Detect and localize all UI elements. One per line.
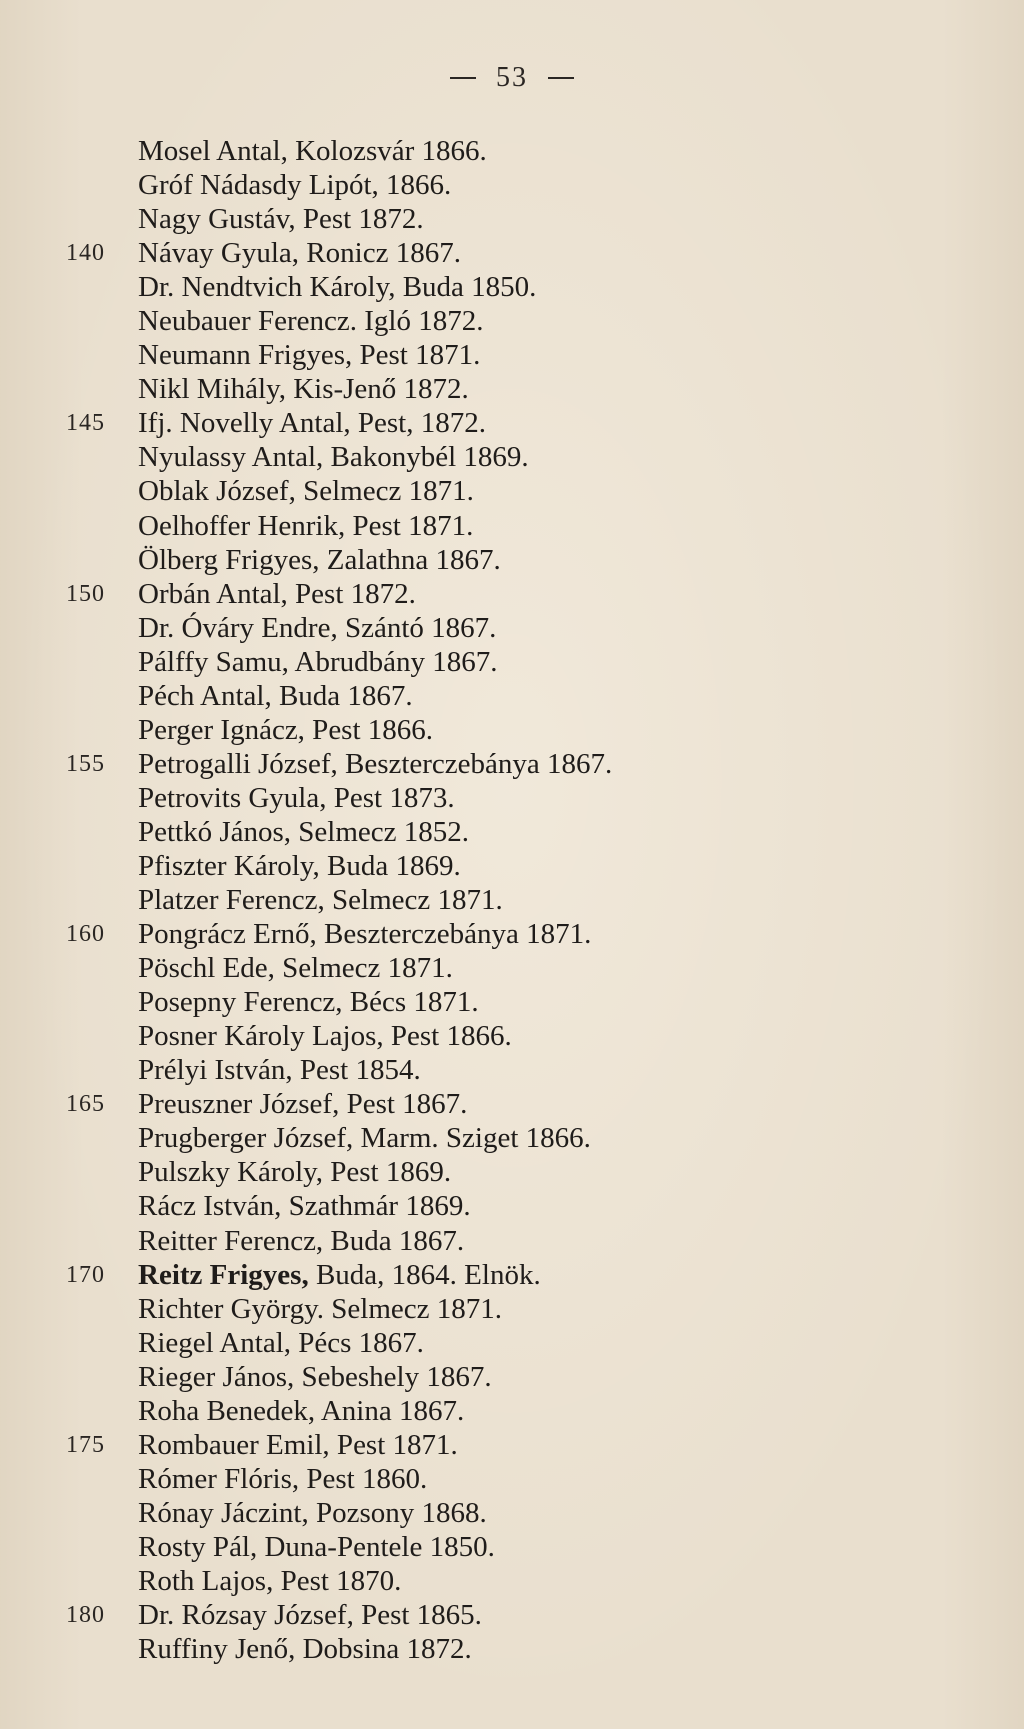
list-item [0, 815, 1024, 849]
line-number: 160 [66, 921, 105, 948]
entry-text [138, 1360, 492, 1394]
entry-text [138, 543, 501, 577]
entry-text [138, 1155, 451, 1189]
list-item [0, 747, 1024, 781]
entry-details: Platzer Ferencz, Selmecz 1871. [138, 884, 503, 917]
entry-details: Dr. Rózsay József, Pest 1865. [138, 1599, 482, 1632]
left-dash [450, 77, 476, 79]
entry-text [138, 1121, 591, 1155]
list-item [0, 1224, 1024, 1258]
list-item [0, 236, 1024, 270]
list-item [0, 304, 1024, 338]
entry-text [138, 1530, 495, 1564]
list-item [0, 270, 1024, 304]
line-number: 170 [66, 1261, 105, 1288]
list-item [0, 372, 1024, 406]
entry-text [138, 474, 474, 508]
list-item [0, 406, 1024, 440]
entry-text [138, 1053, 421, 1087]
entry-details: Richter György. Selmecz 1871. [138, 1292, 503, 1325]
entry-details: Ölberg Frigyes, Zalathna 1867. [138, 543, 501, 576]
entry-text [138, 1428, 458, 1462]
list-item [0, 781, 1024, 815]
entry-details: Oblak József, Selmecz 1871. [138, 475, 474, 508]
list-item [0, 440, 1024, 474]
entry-text [138, 1087, 467, 1121]
list-item [0, 883, 1024, 917]
line-number: 140 [66, 240, 105, 267]
list-item [0, 1326, 1024, 1360]
entry-details: Prélyi István, Pest 1854. [138, 1054, 421, 1087]
entry-details: Roth Lajos, Pest 1870. [138, 1564, 402, 1597]
entry-details: Petrogalli József, Beszterczebánya 1867. [138, 747, 613, 780]
entry-text [138, 1564, 401, 1598]
entry-text [138, 134, 487, 168]
list-item [0, 1258, 1024, 1292]
list-item [0, 951, 1024, 985]
entry-text [138, 985, 479, 1019]
list-item [0, 1189, 1024, 1223]
entry-details: Ruffiny Jenő, Dobsina 1872. [138, 1633, 472, 1666]
entry-text [138, 509, 473, 543]
entry-text [138, 338, 480, 372]
list-item [0, 1087, 1024, 1121]
entry-text [138, 815, 469, 849]
entry-text [138, 713, 433, 747]
entry-details: Péch Antal, Buda 1867. [138, 679, 413, 712]
line-number: 155 [66, 750, 105, 777]
entry-details: Nikl Mihály, Kis-Jenő 1872. [138, 373, 469, 406]
entry-details: Neumann Frigyes, Pest 1871. [138, 339, 481, 372]
entry-details: Ifj. Novelly Antal, Pest, 1872. [138, 407, 486, 440]
page-number: 53 [496, 62, 528, 93]
list-item [0, 1632, 1024, 1666]
list-item [0, 577, 1024, 611]
entry-details: Posepny Ferencz, Bécs 1871. [138, 986, 479, 1019]
entry-text [138, 236, 461, 270]
list-item [0, 202, 1024, 236]
entry-details: Nagy Gustáv, Pest 1872. [138, 203, 424, 236]
entry-text [138, 1496, 487, 1530]
entry-text [138, 168, 451, 202]
list-item [0, 1121, 1024, 1155]
entry-details: Rácz István, Szathmár 1869. [138, 1190, 471, 1223]
entry-details: Pettkó János, Selmecz 1852. [138, 815, 470, 848]
entry-text [138, 1224, 464, 1258]
list-item [0, 1292, 1024, 1326]
entry-text [138, 304, 483, 338]
list-item [0, 611, 1024, 645]
entry-text [138, 1394, 464, 1428]
entry-details: Rónay Jáczint, Pozsony 1868. [138, 1496, 487, 1529]
entry-text [138, 1292, 502, 1326]
entry-details: Dr. Óváry Endre, Szántó 1867. [138, 611, 497, 644]
entry-details: Perger Ignácz, Pest 1866. [138, 713, 434, 746]
entry-details: Mosel Antal, Kolozsvár 1866. [138, 135, 487, 167]
entry-text [138, 1598, 482, 1632]
list-item [0, 1394, 1024, 1428]
entry-text [138, 781, 455, 815]
entry-details: Prugberger József, Marm. Sziget 1866. [138, 1122, 591, 1155]
entry-details: Rosty Pál, Duna-Pentele 1850. [138, 1530, 495, 1563]
list-item [0, 543, 1024, 577]
list-item [0, 713, 1024, 747]
entry-details: Dr. Nendtvich Károly, Buda 1850. [138, 271, 537, 304]
entry-details: Riegel Antal, Pécs 1867. [138, 1326, 424, 1359]
entry-text [138, 1632, 472, 1666]
entry-text [138, 270, 536, 304]
entry-text [138, 440, 529, 474]
entry-text [138, 202, 424, 236]
entry-details: Buda, 1864. Elnök. [308, 1258, 541, 1291]
entry-details: Neubauer Ferencz. Igló 1872. [138, 305, 484, 338]
entry-bold-name: Reitz Frigyes, [138, 1258, 309, 1291]
entry-details: Návay Gyula, Ronicz 1867. [138, 237, 461, 270]
list-item [0, 1155, 1024, 1189]
entry-text [138, 1189, 471, 1223]
right-dash [548, 77, 574, 79]
entry-details: Oelhoffer Henrik, Pest 1871. [138, 509, 474, 542]
line-number: 165 [66, 1091, 105, 1118]
list-item [0, 917, 1024, 951]
list-item [0, 168, 1024, 202]
entry-text [138, 883, 503, 917]
list-item [0, 849, 1024, 883]
entry-text [138, 1326, 424, 1360]
entry-details: Pöschl Ede, Selmecz 1871. [138, 952, 453, 985]
list-item [0, 1360, 1024, 1394]
entry-details: Orbán Antal, Pest 1872. [138, 577, 416, 610]
list-item [0, 1053, 1024, 1087]
entry-text [138, 611, 496, 645]
member-list [0, 134, 1024, 1666]
entry-details: Pongrácz Ernő, Beszterczebánya 1871. [138, 918, 592, 951]
entry-text [138, 1019, 512, 1053]
list-item [0, 679, 1024, 713]
entry-details: Petrovits Gyula, Pest 1873. [138, 781, 455, 814]
list-item [0, 1564, 1024, 1598]
entry-text [138, 645, 498, 679]
entry-details: Pfiszter Károly, Buda 1869. [138, 849, 461, 882]
entry-text [138, 1258, 541, 1292]
line-number: 145 [66, 410, 105, 437]
list-item [0, 1462, 1024, 1496]
entry-details: Preuszner József, Pest 1867. [138, 1088, 468, 1121]
entry-details: Posner Károly Lajos, Pest 1866. [138, 1020, 512, 1053]
entry-text [138, 951, 453, 985]
line-number: 175 [66, 1431, 105, 1458]
entry-text [138, 747, 612, 781]
list-item [0, 1496, 1024, 1530]
list-item [0, 474, 1024, 508]
entry-details: Gróf Nádasdy Lipót, 1866. [138, 169, 452, 202]
entry-text [138, 577, 416, 611]
entry-text [138, 1462, 427, 1496]
list-item [0, 1019, 1024, 1053]
line-number: 150 [66, 580, 105, 607]
list-item [0, 134, 1024, 168]
list-item [0, 1598, 1024, 1632]
entry-text [138, 406, 486, 440]
entry-details: Pulszky Károly, Pest 1869. [138, 1156, 452, 1189]
entry-details: Nyulassy Antal, Bakonybél 1869. [138, 441, 529, 474]
entry-text [138, 372, 469, 406]
list-item [0, 338, 1024, 372]
list-item [0, 1428, 1024, 1462]
list-item [0, 509, 1024, 543]
list-item [0, 1530, 1024, 1564]
entry-details: Rombauer Emil, Pest 1871. [138, 1428, 458, 1461]
entry-details: Reitter Ferencz, Buda 1867. [138, 1224, 465, 1257]
entry-details: Rieger János, Sebeshely 1867. [138, 1360, 492, 1393]
page-number-header [0, 62, 1024, 94]
entry-details: Rómer Flóris, Pest 1860. [138, 1462, 428, 1495]
list-item [0, 985, 1024, 1019]
line-number: 180 [66, 1602, 105, 1629]
entry-text [138, 679, 413, 713]
list-item [0, 645, 1024, 679]
entry-text [138, 917, 591, 951]
entry-details: Pálffy Samu, Abrudbány 1867. [138, 645, 498, 678]
entry-text [138, 849, 461, 883]
entry-details: Roha Benedek, Anina 1867. [138, 1394, 465, 1427]
